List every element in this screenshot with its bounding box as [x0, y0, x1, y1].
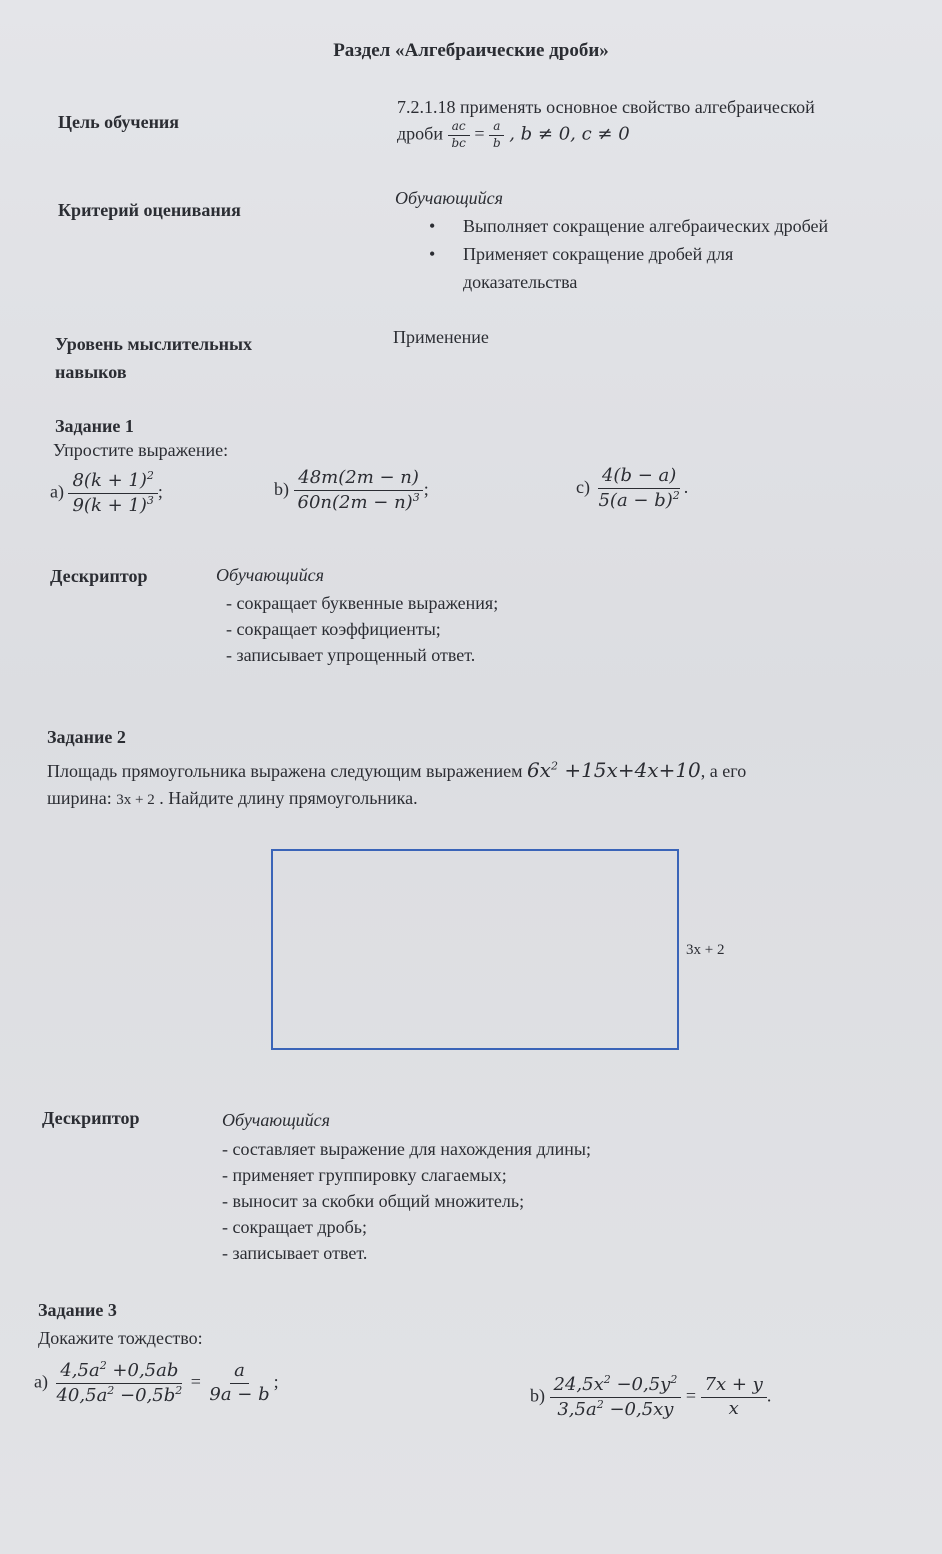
criteria-item-text: Применяет сокращение дробей для — [463, 244, 734, 264]
descriptor2-list — [222, 1136, 591, 1266]
fraction-denominator: 9a − b — [209, 1383, 270, 1405]
fraction-numerator: $4,5a^2 +0,5ab$ — [56, 1360, 182, 1384]
task3-a-left-fraction — [52, 1360, 186, 1406]
descriptor1-intro: Обучающийся — [216, 565, 325, 585]
task1-item-c — [576, 466, 688, 511]
descriptor2-intro: Обучающийся — [222, 1110, 331, 1130]
criteria-item-text: доказательства — [463, 272, 578, 292]
task3-b-right-fraction — [701, 1375, 767, 1419]
equals-sign: = — [190, 1371, 201, 1392]
fraction-numerator: $8(k + 1)^2$ — [68, 470, 157, 494]
fraction-denominator: $40,5a^2 -0,5b^2$ — [56, 1383, 183, 1406]
descriptor1-label: Дескриптор — [50, 566, 148, 586]
bullet-icon: • — [429, 244, 436, 264]
equals-sign: = — [474, 123, 485, 144]
descriptor1-list — [226, 590, 498, 668]
goal-conditions: , b ≠ 0, c ≠ 0 — [509, 123, 630, 145]
task2-title: Задание 2 — [47, 727, 126, 747]
task1-item-a — [50, 470, 163, 516]
task1-b-fraction — [294, 468, 424, 513]
fraction-numerator: a — [489, 120, 504, 136]
descriptor2-item: - составляет выражение для нахождения длины; — [222, 1139, 591, 1159]
fraction-denominator: $3,5a^2 -0,5xy$ — [557, 1397, 674, 1420]
task2-line1 — [47, 758, 746, 782]
bullet-icon: • — [429, 216, 436, 236]
descriptor2-label: Дескриптор — [42, 1108, 140, 1128]
criteria-item-text: Выполняет сокращение алгебраических дробей — [463, 216, 829, 236]
rectangle-width-label: 3x + 2 — [686, 942, 725, 958]
task1-item-b — [274, 468, 429, 513]
fraction-denominator: b — [493, 135, 501, 150]
task2-line2 — [47, 788, 418, 809]
criteria-label: Критерий оценивания — [58, 200, 241, 220]
task3-title: Задание 3 — [38, 1300, 117, 1320]
criteria-list — [429, 212, 942, 296]
task2-line2-prefix: ширина: — [47, 788, 112, 808]
fraction-denominator: bc — [451, 135, 466, 150]
fraction-denominator: $9(k + 1)^3$ — [72, 493, 154, 516]
item-end: . — [766, 1385, 772, 1406]
item-label: b) — [274, 478, 289, 499]
task2-width-expression: 3x + 2 — [116, 792, 155, 808]
goal-formula — [397, 120, 630, 151]
task1-a-fraction — [68, 470, 157, 516]
fraction-denominator: $5(a - b)^2$ — [598, 488, 680, 511]
item-end: ; — [157, 481, 163, 502]
skills-value: Применение — [393, 327, 489, 347]
descriptor1-item: - сокращает коэффициенты; — [226, 619, 441, 639]
task3-item-b — [530, 1374, 771, 1420]
fraction-numerator: $24,5x^2 -0,5y^2$ — [550, 1374, 682, 1398]
goal-text: 7.2.1.18 применять основное свойство алгебраической — [397, 97, 815, 117]
fraction-denominator: x — [728, 1397, 739, 1419]
criteria-item — [429, 212, 942, 240]
fraction-numerator: 4(b − a) — [598, 466, 680, 489]
task1-c-fraction — [594, 466, 683, 511]
descriptor2-item: - выносит за скобки общий множитель; — [222, 1191, 525, 1211]
fraction-numerator: a — [230, 1361, 249, 1384]
task2-line2-tail: . Найдите длину прямоугольника. — [159, 788, 418, 808]
item-end: ; — [423, 478, 429, 499]
task2-area-expression: $6x^2 +15x+4x+10$ — [526, 758, 701, 782]
fraction-numerator: ac — [448, 120, 470, 136]
skills-label-line1: Уровень мыслительных — [55, 334, 253, 354]
descriptor2-item: - применяет группировку слагаемых; — [222, 1165, 507, 1185]
goal-label: Цель обучения — [58, 112, 180, 132]
task2-line1-text: Площадь прямоугольника выражена следующим выражением — [47, 761, 523, 781]
criteria-item-continuation — [463, 268, 942, 296]
item-end: . — [683, 476, 689, 497]
criteria-item — [429, 240, 942, 268]
goal-fraction-ac-bc — [447, 120, 469, 151]
skills-label-line2: навыков — [55, 362, 127, 382]
task1-instruction: Упростите выражение: — [53, 440, 229, 460]
task3-instruction: Докажите тождество: — [38, 1328, 203, 1348]
equals-sign: = — [685, 1385, 696, 1406]
fraction-numerator: 48m(2m − n) — [294, 468, 423, 491]
goal-formula-prefix: дроби — [397, 123, 443, 144]
criteria-intro: Обучающийся — [395, 188, 504, 208]
task2-line1-tail: , а его — [700, 761, 747, 781]
task3-b-left-fraction — [550, 1374, 682, 1420]
item-label: a) — [50, 481, 64, 502]
task3-a-right-fraction — [205, 1361, 273, 1405]
rectangle-figure — [271, 849, 679, 1050]
goal-fraction-a-b — [489, 120, 505, 151]
fraction-numerator: 7x + y — [701, 1375, 767, 1398]
task3-item-a — [34, 1360, 279, 1406]
section-title: Раздел «Алгебраические дроби» — [333, 40, 609, 61]
task1-title: Задание 1 — [55, 416, 134, 436]
item-label: a) — [34, 1371, 48, 1392]
item-label: c) — [576, 476, 590, 497]
fraction-denominator: $60n(2m - n)^3$ — [297, 490, 420, 513]
descriptor1-item: - сокращает буквенные выражения; — [226, 593, 499, 613]
descriptor1-item: - записывает упрощенный ответ. — [226, 645, 476, 665]
item-label: b) — [530, 1385, 545, 1406]
item-end: ; — [273, 1371, 279, 1392]
descriptor2-item: - записывает ответ. — [222, 1243, 368, 1263]
descriptor2-item: - сокращает дробь; — [222, 1217, 367, 1237]
